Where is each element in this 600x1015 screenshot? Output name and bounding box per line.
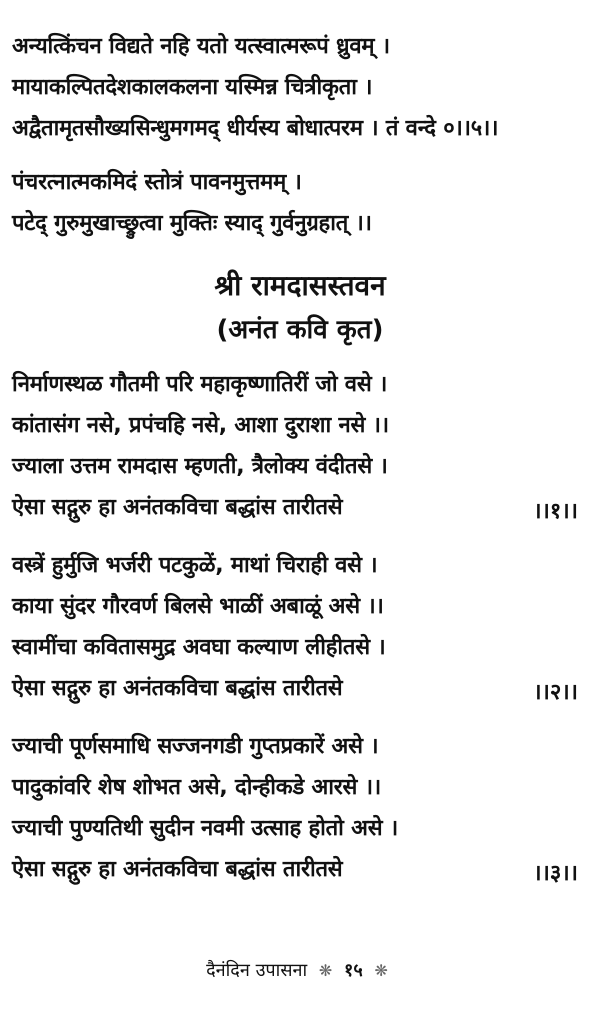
stanza-line: ज्याची पुण्यतिथी सुदीन नवमी उत्साह होतो असे । [12, 816, 399, 841]
page-number: १५ [344, 960, 363, 981]
stanza-line: निर्माणस्थळ गौतमी परि महाकृष्णातिरीं जो वसे । [12, 372, 388, 397]
verse-line: अन्यत्किंचन विद्यते नहि यतो यत्स्वात्मरूपं ध्रुवम् । [12, 34, 390, 59]
stanza-line: ऐसा सद्गुरु हा अनंतकविचा बद्धांस तारीतसे [12, 676, 343, 701]
stanza-line: स्वामींचा कवितासमुद्र अवघा कल्याण लीहीतसे । [12, 635, 386, 660]
stanza-line: ज्याला उत्तम रामदास म्हणती, त्रैलोक्य वंदीतसे । [12, 454, 388, 479]
section-subtitle: (अनंत कवि कृत) [216, 315, 384, 345]
verse-line: अद्वैतामृतसौख्यसिन्धुमगमद् धीर्यस्य बोधात्परम । तं वन्दे ०।।५।। [12, 116, 499, 141]
stanza-line: ऐसा सद्गुरु हा अनंतकविचा बद्धांस तारीतसे [12, 857, 343, 882]
stanza-line: ऐसा सद्गुरु हा अनंतकविचा बद्धांस तारीतसे [12, 495, 343, 520]
stanza-number: ।।३।। [533, 861, 578, 886]
snowflake-ornament-icon: ❋ [374, 961, 388, 980]
stanza-line: कांतासंग नसे, प्रपंचहि नसे, आशा दुराशा नसे ।। [12, 413, 389, 438]
verse-line: पटेद् गुरुमुखाच्छ्रुत्वा मुक्तिः स्याद् गुर्वनुग्रहात् ।। [12, 211, 372, 236]
snowflake-ornament-icon: ❋ [318, 961, 333, 980]
section-title: श्री रामदासस्तवन [214, 269, 386, 302]
stanza-number: ।।१।। [533, 499, 578, 524]
verse-line: पंचरत्नात्मकमिदं स्तोत्रं पावनमुत्तमम् । [12, 170, 302, 195]
footer-label: दैनंदिन उपासना [206, 960, 308, 981]
page-footer [0, 958, 600, 984]
stanza-line: काया सुंदर गौरवर्ण बिलसे भाळीं अबाळूं असे ।। [12, 594, 384, 619]
stanza-number: ।।२।। [533, 680, 578, 705]
verse-line: मायाकल्पितदेशकालकलना यस्मिन्न चित्रीकृता । [12, 75, 373, 100]
stanza-line: वस्त्रें हुर्मुजि भर्जरी पटकुळें, माथां चिराही वसे । [12, 553, 378, 578]
stanza-line: ज्याची पूर्णसमाधि सज्जनगडी गुप्तप्रकारें असे । [12, 734, 379, 759]
stanza-line: पादुकांवरि शेष शोभत असे, दोन्हीकडे आरसे ।। [12, 775, 381, 800]
